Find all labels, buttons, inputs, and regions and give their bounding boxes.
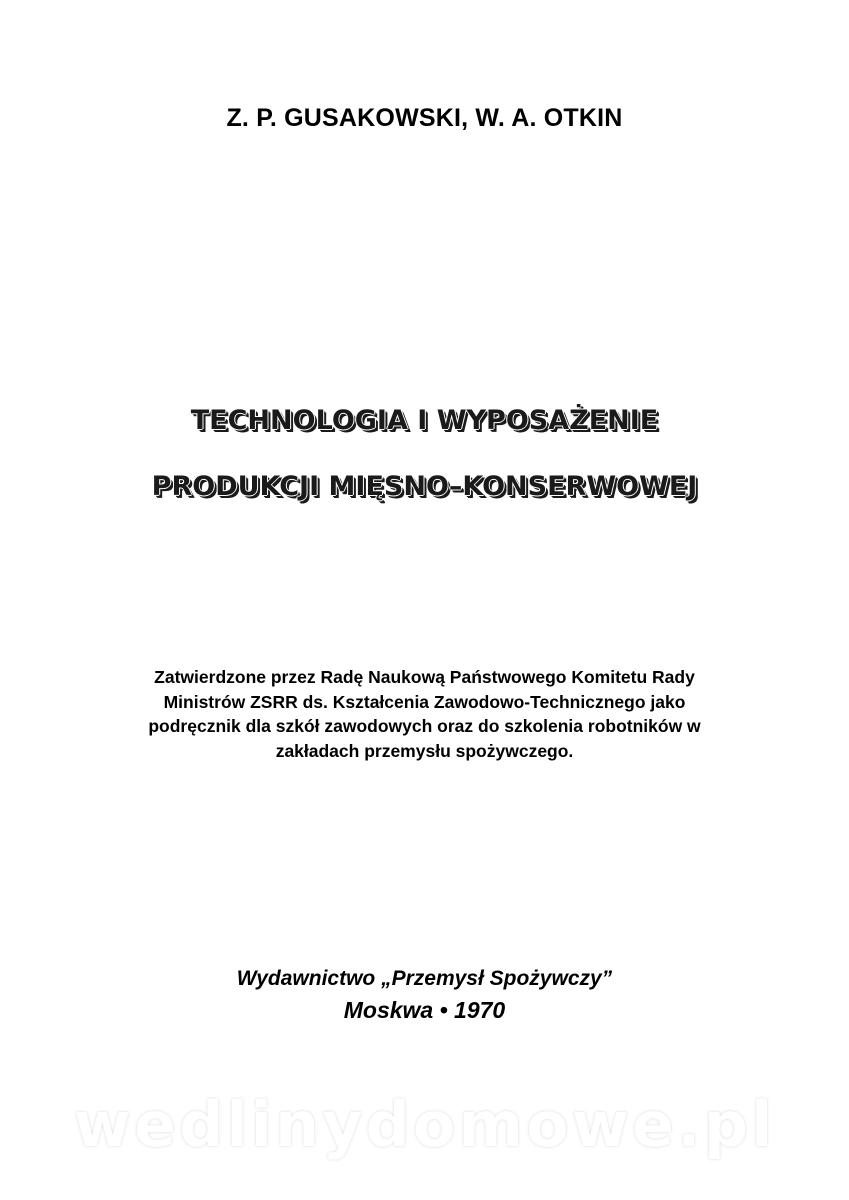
book-title-line-2: PRODUKCJI MIĘSNO–KONSERWOWEJ	[151, 471, 698, 502]
publisher: Wydawnictwo „Przemysł Spożywczy”	[236, 967, 613, 990]
approval-line: podręcznik dla szkół zawodowych oraz do szkolenia robotników w	[148, 716, 701, 736]
watermark: wedlinydomowe.pl	[73, 1088, 776, 1161]
approval-line: Ministrów ZSRR ds. Kształcenia Zawodowo-Technicznego jako	[163, 691, 686, 712]
authors: Z. P. GUSAKOWSKI, W. A. OTKIN	[226, 104, 623, 132]
approval-line: zakładach przemysłu spożywczego.	[275, 740, 574, 761]
book-title-line-1: TECHNOLOGIA I WYPOSAŻENIE	[190, 405, 659, 436]
approval-note	[110, 665, 739, 763]
place-year: Moskwa • 1970	[343, 997, 506, 1023]
approval-line: Zatwierdzone przez Radę Naukową Państwowego Komitetu Rady	[154, 667, 695, 687]
